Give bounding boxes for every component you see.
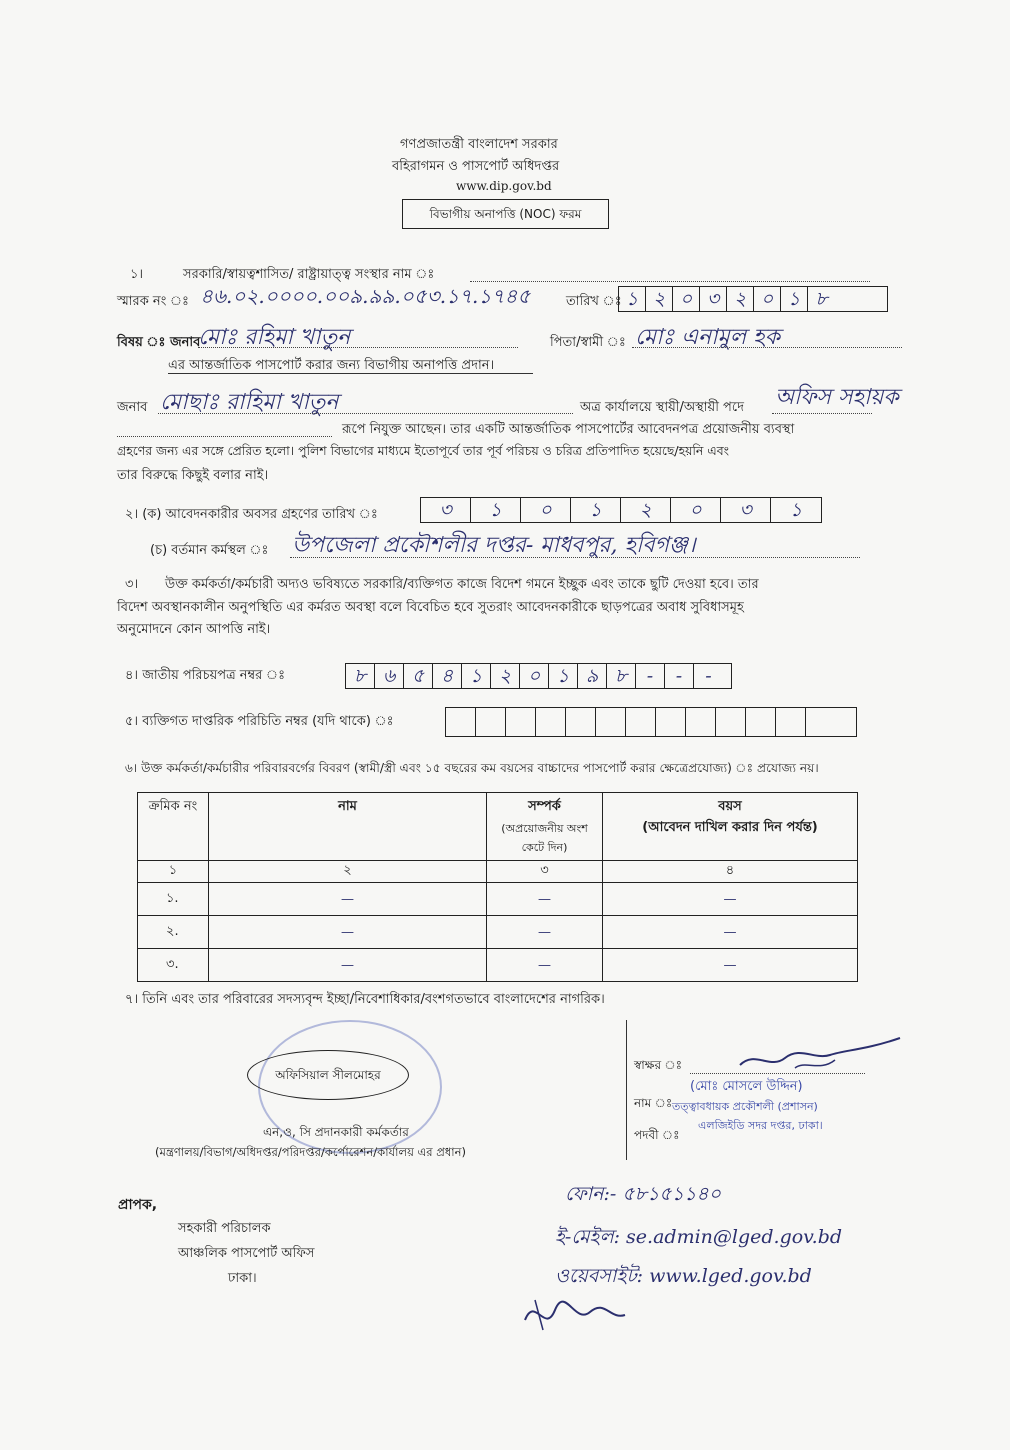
subject-line2: এর আন্তর্জাতিক পাসপোর্ট করার জন্য বিভাগীয় অনাপত্তি প্রদান। [168, 358, 495, 373]
contact-email: ই-মেইল: se.admin@lged.gov.bd [555, 1226, 843, 1248]
name-label: নাম ঃ [634, 1096, 673, 1110]
col-number: ৩ [487, 861, 603, 883]
citizenship-statement: ৭। তিনি এবং তার পরিবারের সদস্যবৃন্দ ইচ্ছা/নিবেশাধিকার/বংশগতভাবে বাংলাদেশের নাগরিক। [125, 992, 605, 1007]
workplace-value: উপজেলা প্রকৌশলীর দপ্তর- মাধবপুর, হবিগঞ্জ। [292, 533, 696, 558]
stamp-name: (মোঃ মোসলে উদ্দিন) [690, 1079, 803, 1094]
nid-digit: ৬ [375, 664, 404, 688]
official-id-cell [596, 708, 626, 736]
janab-name: মোছাঃ রাহিমা খাতুন [160, 390, 339, 415]
official-id-cell [476, 708, 506, 736]
subject-label: বিষয় ঃ জনাব [117, 335, 201, 350]
recipient-line1: সহকারী পরিচালক [178, 1221, 271, 1236]
date-digit: ৩ [700, 287, 727, 311]
row-name: — [209, 916, 487, 949]
nid-boxes [345, 663, 732, 689]
post-dots [772, 412, 872, 414]
nid-digit: ১ [549, 664, 578, 688]
stamp-post: তত্ত্বাবধায়ক প্রকৌশলী (প্রশাসন) [672, 1100, 818, 1113]
post-value: অফিস সহায়ক [775, 385, 899, 410]
date-digit: ০ [754, 287, 781, 311]
father-value: মোঃ এনামুল হক [635, 325, 781, 350]
govt-title: গণপ্রজাতন্ত্রী বাংলাদেশ সরকার [400, 137, 558, 152]
date-digit: ৮ [815, 288, 828, 310]
retire-digit: ১ [789, 499, 803, 521]
official-id-cell [686, 708, 716, 736]
section3-line1: উক্ত কর্মকর্তা/কর্মচারী অদ্যও ভবিষ্যতে সরকারি/ব্যক্তিগত কাজে বিদেশ গমনে ইচ্ছুক এবং তাকে ছুটি দেওয়া হবে। তার [165, 577, 759, 592]
para-line2: গ্রহণের জন্য এর সঙ্গে প্রেরিত হলো। পুলিশ বিভাগের মাধ্যমে ইতোপূর্বে তার পূর্ব পরিচয় ও চরিত্র প্রতিপাদিত হয়েছে/হয়নি এবং [117, 443, 729, 458]
janab-label: জনাব [117, 400, 148, 415]
contact-web: ওয়েবসাইট: www.lged.gov.bd [555, 1265, 812, 1287]
department-title: বহিরাগমন ও পাসপোর্ট অধিদপ্তর [392, 159, 560, 174]
father-dots [632, 346, 902, 348]
subject-underline [168, 373, 533, 374]
table-row [138, 916, 858, 949]
table-header-relation [487, 793, 603, 861]
nid-digit: ৯ [578, 664, 607, 688]
date-digit: ২ [646, 287, 673, 311]
col-number: ২ [209, 861, 487, 883]
official-id-cell [776, 708, 806, 736]
nid-digit: ১ [462, 664, 491, 688]
retire-digit: ০ [521, 498, 571, 522]
nid-digit: ৫ [404, 664, 433, 688]
sign-label: স্বাক্ষর ঃ [634, 1058, 683, 1072]
official-id-cell [566, 708, 596, 736]
official-seal-label: অফিসিয়াল সীলমোহর [247, 1050, 409, 1100]
row-serial: ৩. [138, 949, 209, 982]
row-name: — [209, 883, 487, 916]
nid-label: ৪। জাতীয় পরিচয়পত্র নম্বর ঃ [125, 668, 286, 683]
nid-digit: - [665, 664, 694, 688]
nid-digit: ০ [520, 664, 549, 688]
retire-digit: ১ [571, 498, 621, 522]
retirement-label: ২। (ক) আবেদনকারীর অবসর গ্রহণের তারিখ ঃ [125, 507, 378, 522]
retire-digit: ০ [671, 498, 721, 522]
nid-digit: - [636, 664, 665, 688]
post-label: পদবী ঃ [634, 1128, 680, 1142]
official-id-cell [506, 708, 536, 736]
recipient-line3: ঢাকা। [228, 1271, 257, 1286]
table-header-name: নাম [209, 793, 487, 861]
para-line1: রূপে নিযুক্ত আছেন। তার একটি আন্তর্জাতিক পাসপোর্টের আবেদনপত্র প্রয়োজনীয় ব্যবস্থা [342, 422, 795, 437]
official-id-cell [746, 708, 776, 736]
col-number: ১ [138, 861, 209, 883]
nid-digit: ২ [491, 664, 520, 688]
father-label: পিতা/স্বামী ঃ [550, 335, 626, 350]
row-age: — [603, 916, 858, 949]
date-digit: ০ [673, 287, 700, 311]
date-label: তারিখ ঃ [566, 294, 622, 309]
official-id-cell [536, 708, 566, 736]
office-label: অত্র কার্যালয়ে স্থায়ী/অস্থায়ী পদে [580, 400, 744, 415]
date-digit: ১ [619, 287, 646, 311]
age-note: (আবেদন দাখিল করার দিন পর্যন্ত) [642, 820, 818, 835]
table-row [138, 949, 858, 982]
form-title-box: বিভাগীয় অনাপত্তি (NOC) ফরম [402, 199, 609, 229]
signature-divider [626, 1020, 627, 1160]
row-relation: — [487, 883, 603, 916]
row-name: — [209, 949, 487, 982]
recipient-line2: আঞ্চলিক পাসপোর্ট অফিস [178, 1246, 315, 1261]
nid-digit: ৮ [607, 664, 636, 688]
table-header-age [603, 793, 858, 861]
nid-digit: ৮ [346, 664, 375, 688]
relation-note: (অপ্রয়োজনীয় অংশ কেটে দিন) [501, 822, 588, 854]
retirement-date-boxes [420, 497, 822, 523]
family-table [137, 792, 858, 982]
subject-name: মোঃ রহিমা খাতুন [198, 325, 351, 350]
workplace-dots [290, 556, 860, 558]
janab-dots [158, 412, 573, 414]
para-line3: তার বিরুদ্ধে কিছুই বলার নাই। [117, 468, 269, 483]
relation-title: সম্পর্ক [528, 799, 561, 814]
row-age: — [603, 949, 858, 982]
official-id-cell [626, 708, 656, 736]
memo-value: ৪৬.০২.০০০০.০০৯.৯৯.০৫৩.১৭.১৭৪৫ [200, 284, 531, 308]
signature-scribble [735, 1030, 905, 1080]
official-id-label: ৫। ব্যক্তিগত দাপ্তরিক পরিচিতি নম্বর (যদি থাকে) ঃ [125, 714, 394, 729]
org-name-label: সরকারি/স্বায়ত্বশাসিত/ রাষ্ট্রায়াত্ত্ব সংস্থার নাম ঃ [183, 267, 435, 282]
official-id-cell [656, 708, 686, 736]
row-serial: ২. [138, 916, 209, 949]
officer-line: এন,ও, সি প্রদানকারী কর্মকর্তার [263, 1125, 409, 1139]
nid-digit: ৪ [433, 664, 462, 688]
col-number: ৪ [603, 861, 858, 883]
table-row [138, 883, 858, 916]
official-id-cell [446, 708, 476, 736]
workplace-label: (চ) বর্তমান কর্মস্থল ঃ [150, 543, 269, 558]
family-label: ৬। উক্ত কর্মকর্তা/কর্মচারীর পরিবারবর্গের বিবরণ (স্বামী/স্ত্রী এবং ১৫ বছরের কম বয়সের বাচ্চাদের পাসপোর্ট করার ক্ষেত্রেপ্রযোজ্য) ঃ প্রযোজ্য নয়। [125, 761, 819, 775]
official-id-cell [716, 708, 746, 736]
officer-line2: (মন্ত্রণালয়/বিভাগ/অধিদপ্তর/পরিদপ্তর/কর্পোরেশন/কার্যালয় এর প্রধান) [155, 1145, 466, 1159]
initials-scribble [515, 1290, 635, 1340]
date-digit: ১ [781, 287, 808, 311]
recipient-label: প্রাপক, [118, 1197, 158, 1213]
official-id-cell [806, 708, 836, 736]
subject-name-dots [198, 346, 518, 348]
row-age: — [603, 883, 858, 916]
row-relation: — [487, 916, 603, 949]
row-serial: ১. [138, 883, 209, 916]
date-boxes [618, 286, 888, 312]
website-text: www.dip.gov.bd [456, 179, 552, 193]
stamp-office: এলজিইডি সদর দপ্তর, ঢাকা। [698, 1119, 823, 1132]
nid-digit: - [705, 665, 712, 687]
section1-number: ১। [130, 267, 144, 282]
section3-number: ৩। [125, 577, 139, 592]
table-header-serial: ক্রমিক নং [138, 793, 209, 861]
row-relation: — [487, 949, 603, 982]
post-cont-dots [117, 435, 332, 437]
memo-label: স্মারক নং ঃ [117, 294, 189, 309]
age-title: বয়স [718, 799, 742, 814]
date-digit: ২ [727, 287, 754, 311]
official-id-boxes [445, 707, 857, 737]
section3-line2: বিদেশ অবস্থানকালীন অনুপস্থিতি এর কর্মরত অবস্থা বলে বিবেচিত হবে সুতরাং আবেদনকারীকে ছাড়পত্রের অবাধ সুবিধাসমূহ [117, 600, 744, 615]
retire-digit: ৩ [421, 498, 471, 522]
contact-phone: ফোন:- ৫৮১৫১১৪০ [565, 1183, 721, 1205]
section3-line3: অনুমোদনে কোন আপত্তি নাই। [117, 622, 271, 637]
retire-digit: ২ [621, 498, 671, 522]
retire-digit: ১ [471, 498, 521, 522]
retire-digit: ৩ [721, 498, 771, 522]
